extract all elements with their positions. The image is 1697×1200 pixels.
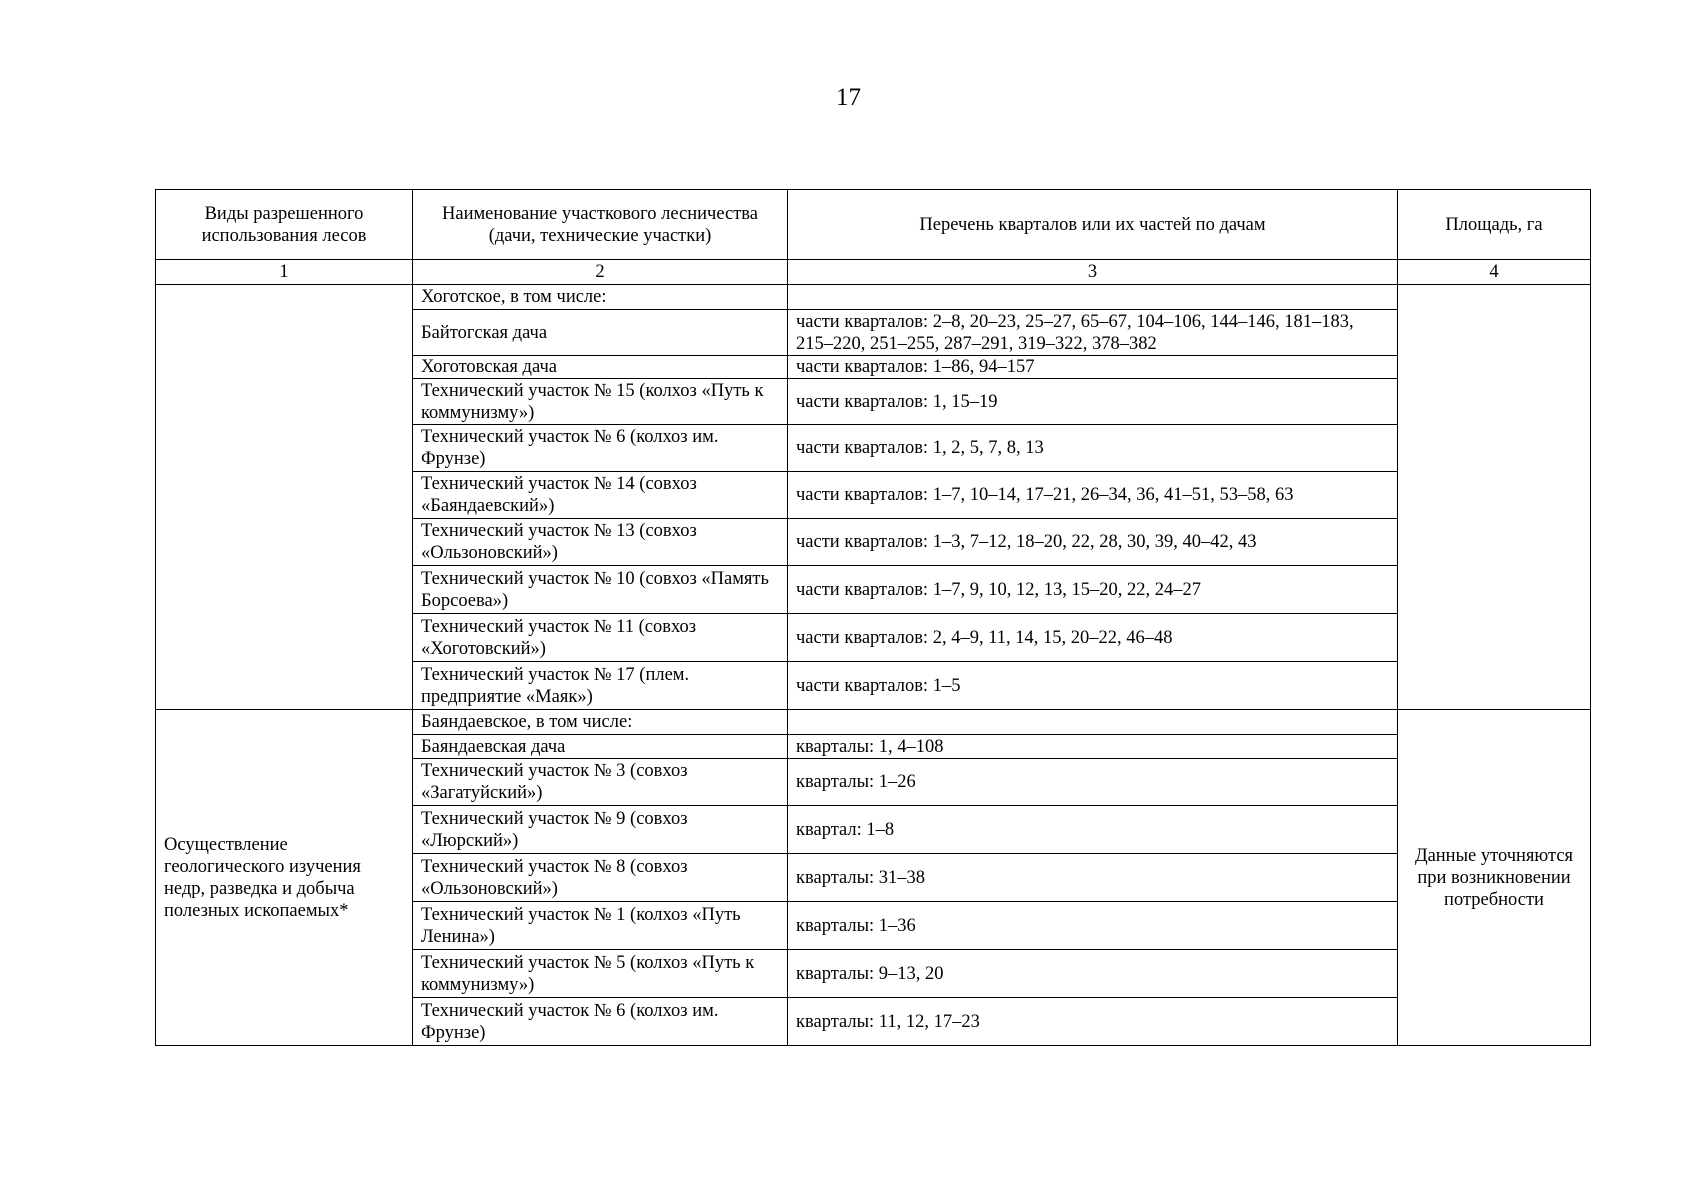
section-name: Технический участок № 15 (колхоз «Путь к коммунизму»)	[413, 379, 788, 425]
kind-of-use-empty-cell	[156, 285, 413, 710]
area-note-cell: Данные уточняются при возникновении потребности	[1398, 710, 1591, 1046]
quarters-cell: квартал: 1–8	[788, 806, 1398, 854]
page-number: 17	[836, 84, 861, 111]
quarters-cell: кварталы: 11, 12, 17–23	[788, 998, 1398, 1046]
section-name: Технический участок № 14 (совхоз «Баяндаевский»)	[413, 472, 788, 519]
quarters-cell: части кварталов: 2, 4–9, 11, 14, 15, 20–22, 46–48	[788, 614, 1398, 662]
quarters-cell-empty	[788, 710, 1398, 735]
column-number: 3	[788, 260, 1398, 285]
forestry-group-name: Баяндаевское, в том числе:	[413, 710, 788, 735]
quarters-cell: части кварталов: 1–7, 9, 10, 12, 13, 15–20, 22, 24–27	[788, 566, 1398, 614]
quarters-cell: части кварталов: 1–3, 7–12, 18–20, 22, 28, 30, 39, 40–42, 43	[788, 519, 1398, 566]
section-name: Хоготовская дача	[413, 356, 788, 379]
section-name: Технический участок № 9 (совхоз «Люрский»)	[413, 806, 788, 854]
section-name: Технический участок № 6 (колхоз им. Фрунзе)	[413, 998, 788, 1046]
kind-of-use-cell: Осуществление геологического изучения недр, разведка и добыча полезных ископаемых*	[156, 710, 413, 1046]
quarters-cell: кварталы: 1–36	[788, 902, 1398, 950]
section-name: Технический участок № 8 (совхоз «Ользоновский»)	[413, 854, 788, 902]
quarters-cell: части кварталов: 1–86, 94–157	[788, 356, 1398, 379]
header-quarters-list: Перечень кварталов или их частей по дачам	[788, 190, 1398, 260]
quarters-cell: части кварталов: 1–7, 10–14, 17–21, 26–34, 36, 41–51, 53–58, 63	[788, 472, 1398, 519]
section-name: Технический участок № 5 (колхоз «Путь к коммунизму»)	[413, 950, 788, 998]
forestry-group-name: Хоготское, в том числе:	[413, 285, 788, 310]
section-name: Баяндаевская дача	[413, 735, 788, 759]
quarters-cell-empty	[788, 285, 1398, 310]
section-name: Технический участок № 11 (совхоз «Хоготовский»)	[413, 614, 788, 662]
table-header-row	[156, 190, 1591, 260]
section-name: Технический участок № 6 (колхоз им. Фрунзе)	[413, 425, 788, 472]
quarters-cell: кварталы: 31–38	[788, 854, 1398, 902]
column-number: 4	[1398, 260, 1591, 285]
forestry-group-row	[156, 285, 1591, 310]
forest-use-table	[155, 189, 1591, 1046]
section-name: Байтогская дача	[413, 310, 788, 356]
section-name: Технический участок № 17 (плем. предприятие «Маяк»)	[413, 662, 788, 710]
area-empty-cell	[1398, 285, 1591, 710]
column-number-row	[156, 260, 1591, 285]
section-name: Технический участок № 10 (совхоз «Память Борсоева»)	[413, 566, 788, 614]
column-number: 1	[156, 260, 413, 285]
quarters-cell: части кварталов: 2–8, 20–23, 25–27, 65–67, 104–106, 144–146, 181–183, 215–220, 251–255, 287–291, 319–322, 378–382	[788, 310, 1398, 356]
quarters-cell: части кварталов: 1, 15–19	[788, 379, 1398, 425]
section-name: Технический участок № 13 (совхоз «Ользоновский»)	[413, 519, 788, 566]
forestry-group-row	[156, 710, 1591, 735]
quarters-cell: кварталы: 1, 4–108	[788, 735, 1398, 759]
quarters-cell: части кварталов: 1–5	[788, 662, 1398, 710]
section-name: Технический участок № 3 (совхоз «Загатуйский»)	[413, 759, 788, 806]
section-name: Технический участок № 1 (колхоз «Путь Ленина»)	[413, 902, 788, 950]
quarters-cell: части кварталов: 1, 2, 5, 7, 8, 13	[788, 425, 1398, 472]
header-kind-of-use: Виды разрешенного использования лесов	[156, 190, 413, 260]
column-number: 2	[413, 260, 788, 285]
header-forestry-name: Наименование участкового лесничества (дачи, технические участки)	[413, 190, 788, 260]
header-area: Площадь, га	[1398, 190, 1591, 260]
quarters-cell: кварталы: 9–13, 20	[788, 950, 1398, 998]
quarters-cell: кварталы: 1–26	[788, 759, 1398, 806]
